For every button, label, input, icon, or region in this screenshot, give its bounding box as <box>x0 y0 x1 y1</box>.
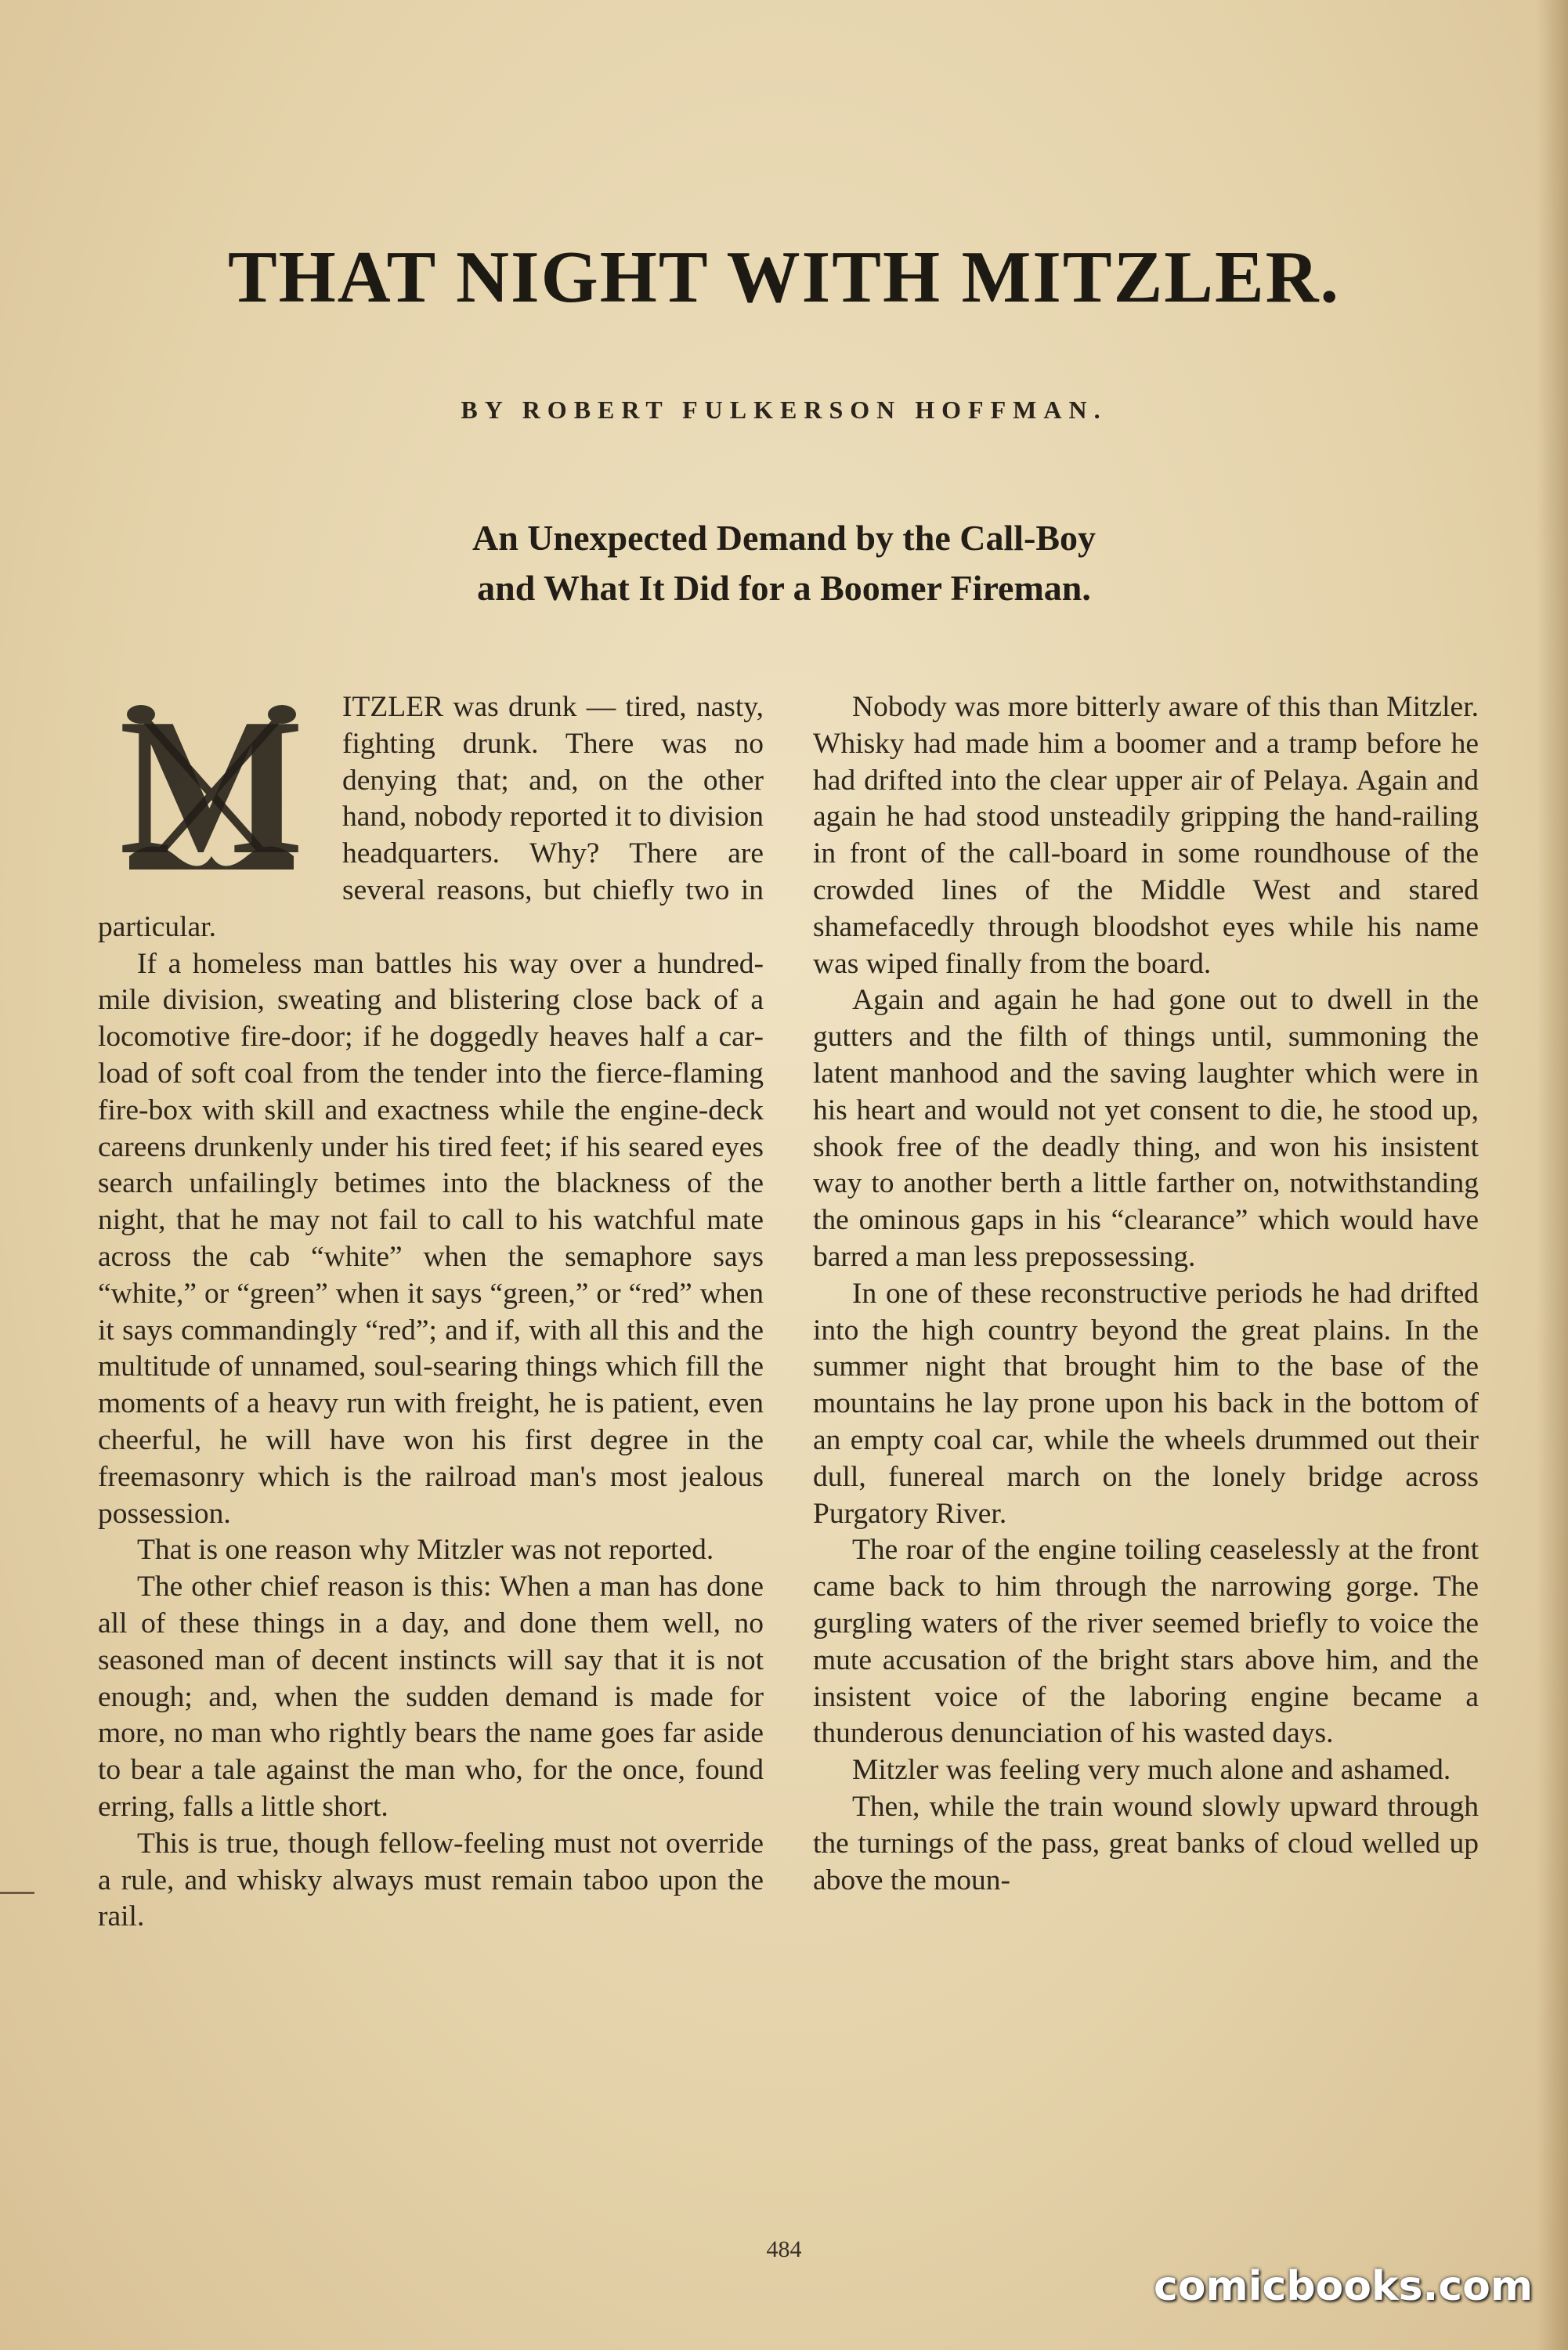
paragraph: Then, while the train wound slowly upward through the turnings of the pass, great banks of cloud welled up above the moun- <box>813 1790 1479 1896</box>
page-number: 484 <box>766 2236 802 2262</box>
author-byline: BY ROBERT FULKERSON HOFFMAN. <box>461 396 1107 424</box>
subheading-line-1: An Unexpected Demand by the Call-Boy <box>471 518 1097 558</box>
article-title: THAT NIGHT WITH MITZLER. <box>227 237 1341 318</box>
site-watermark: comicbooks.com <box>1153 2263 1534 2310</box>
paragraph: In one of these reconstructive periods he had drifted into the high country beyond the great plains. In the summer night that brought him to the base of the mountains he lay prone upon his back in the bottom of an empty coal car, while the wheels drummed out their dull, funereal march on the lonely bridge across Purgatory River. <box>813 1277 1479 1530</box>
page-edge-shadow <box>1537 0 1568 2350</box>
paragraph: The roar of the engine toiling ceaselessly at the front came back to him through the narrowing gorge. The gurgling waters of the river seemed briefly to voice the mute accusation of the bright stars above him, and the insistent voice of the laboring engine became a thunderous denunciation of his wasted days. <box>813 1534 1479 1750</box>
paragraph: Mitzler was feeling very much alone and ashamed. <box>852 1754 1451 1787</box>
paragraph: ITZLER was drunk — tired, nasty, fighting drunk. There was no denying that; and, on the other hand, nobody reported it to division headquarters. Why? There are several reasons, but chiefly two in particular. <box>98 691 764 943</box>
ornamental-initial <box>98 696 325 884</box>
article-subheading <box>235 513 1333 613</box>
ornamental-initial-letter: M <box>119 696 304 884</box>
margin-mark <box>0 1892 34 1894</box>
paragraph: This is true, though fellow-feeling must not override a rule, and whisky always must remain taboo upon the rail. <box>98 1827 764 1933</box>
paragraph: Again and again he had gone out to dwell in the gutters and the filth of things until, summoning the latent manhood and the saving laughter which were in his heart and would not yet consent to die, he stood up, shook free of the deadly thing, and won his insistent way to another berth a little farther on, notwithstanding the ominous gaps in his “clearance” which would have barred a man less prepossessing. <box>813 984 1479 1273</box>
subheading-line-2: and What It Did for a Boomer Fireman. <box>477 568 1091 608</box>
ornamental-initial-graphic <box>98 696 325 884</box>
text-column-right <box>813 689 1479 1899</box>
paragraph: If a homeless man battles his way over a hundred-mile division, sweating and blistering close back of a locomotive fire-door; if he doggedly heaves half a car-load of soft coal from the tender into the fierce-flaming fire-box with skill and exactness while the engine-deck careens drunkenly under his tired feet; if his seared eyes search unfailingly betimes into the blackness of the night, that he may not fail to call to his watchful mate across the cab “white” when the semaphore says “white,” or “green” when it says “green,” or “red” when it says commandingly “red”; and if, with all this and the multitude of unnamed, soul-searing things which fill the moments of a heavy run with freight, he is patient, even cheerful, he will have won his first degree in the freemasonry which is the railroad man's most jealous possession. <box>98 947 764 1530</box>
paragraph: Nobody was more bitterly aware of this than Mitzler. Whisky had made him a boomer and a tramp before he had drifted into the clear upper air of Pelaya. Again and again he had stood unsteadily gripping the hand-railing in front of the call-board in some roundhouse of the crowded lines of the Middle West and stared shamefacedly through bloodshot eyes while his name was wiped finally from the board. <box>813 691 1479 980</box>
paragraph: That is one reason why Mitzler was not reported. <box>137 1534 714 1567</box>
text-column-left <box>98 689 764 1936</box>
paragraph: The other chief reason is this: When a man has done all of these things in a day, and done them well, no seasoned man of decent instincts will say that it is not enough; and, when the sudden demand is made for more, no man who rightly bears the name goes far aside to bear a tale against the man who, for the once, found erring, falls a little short. <box>98 1571 764 1823</box>
